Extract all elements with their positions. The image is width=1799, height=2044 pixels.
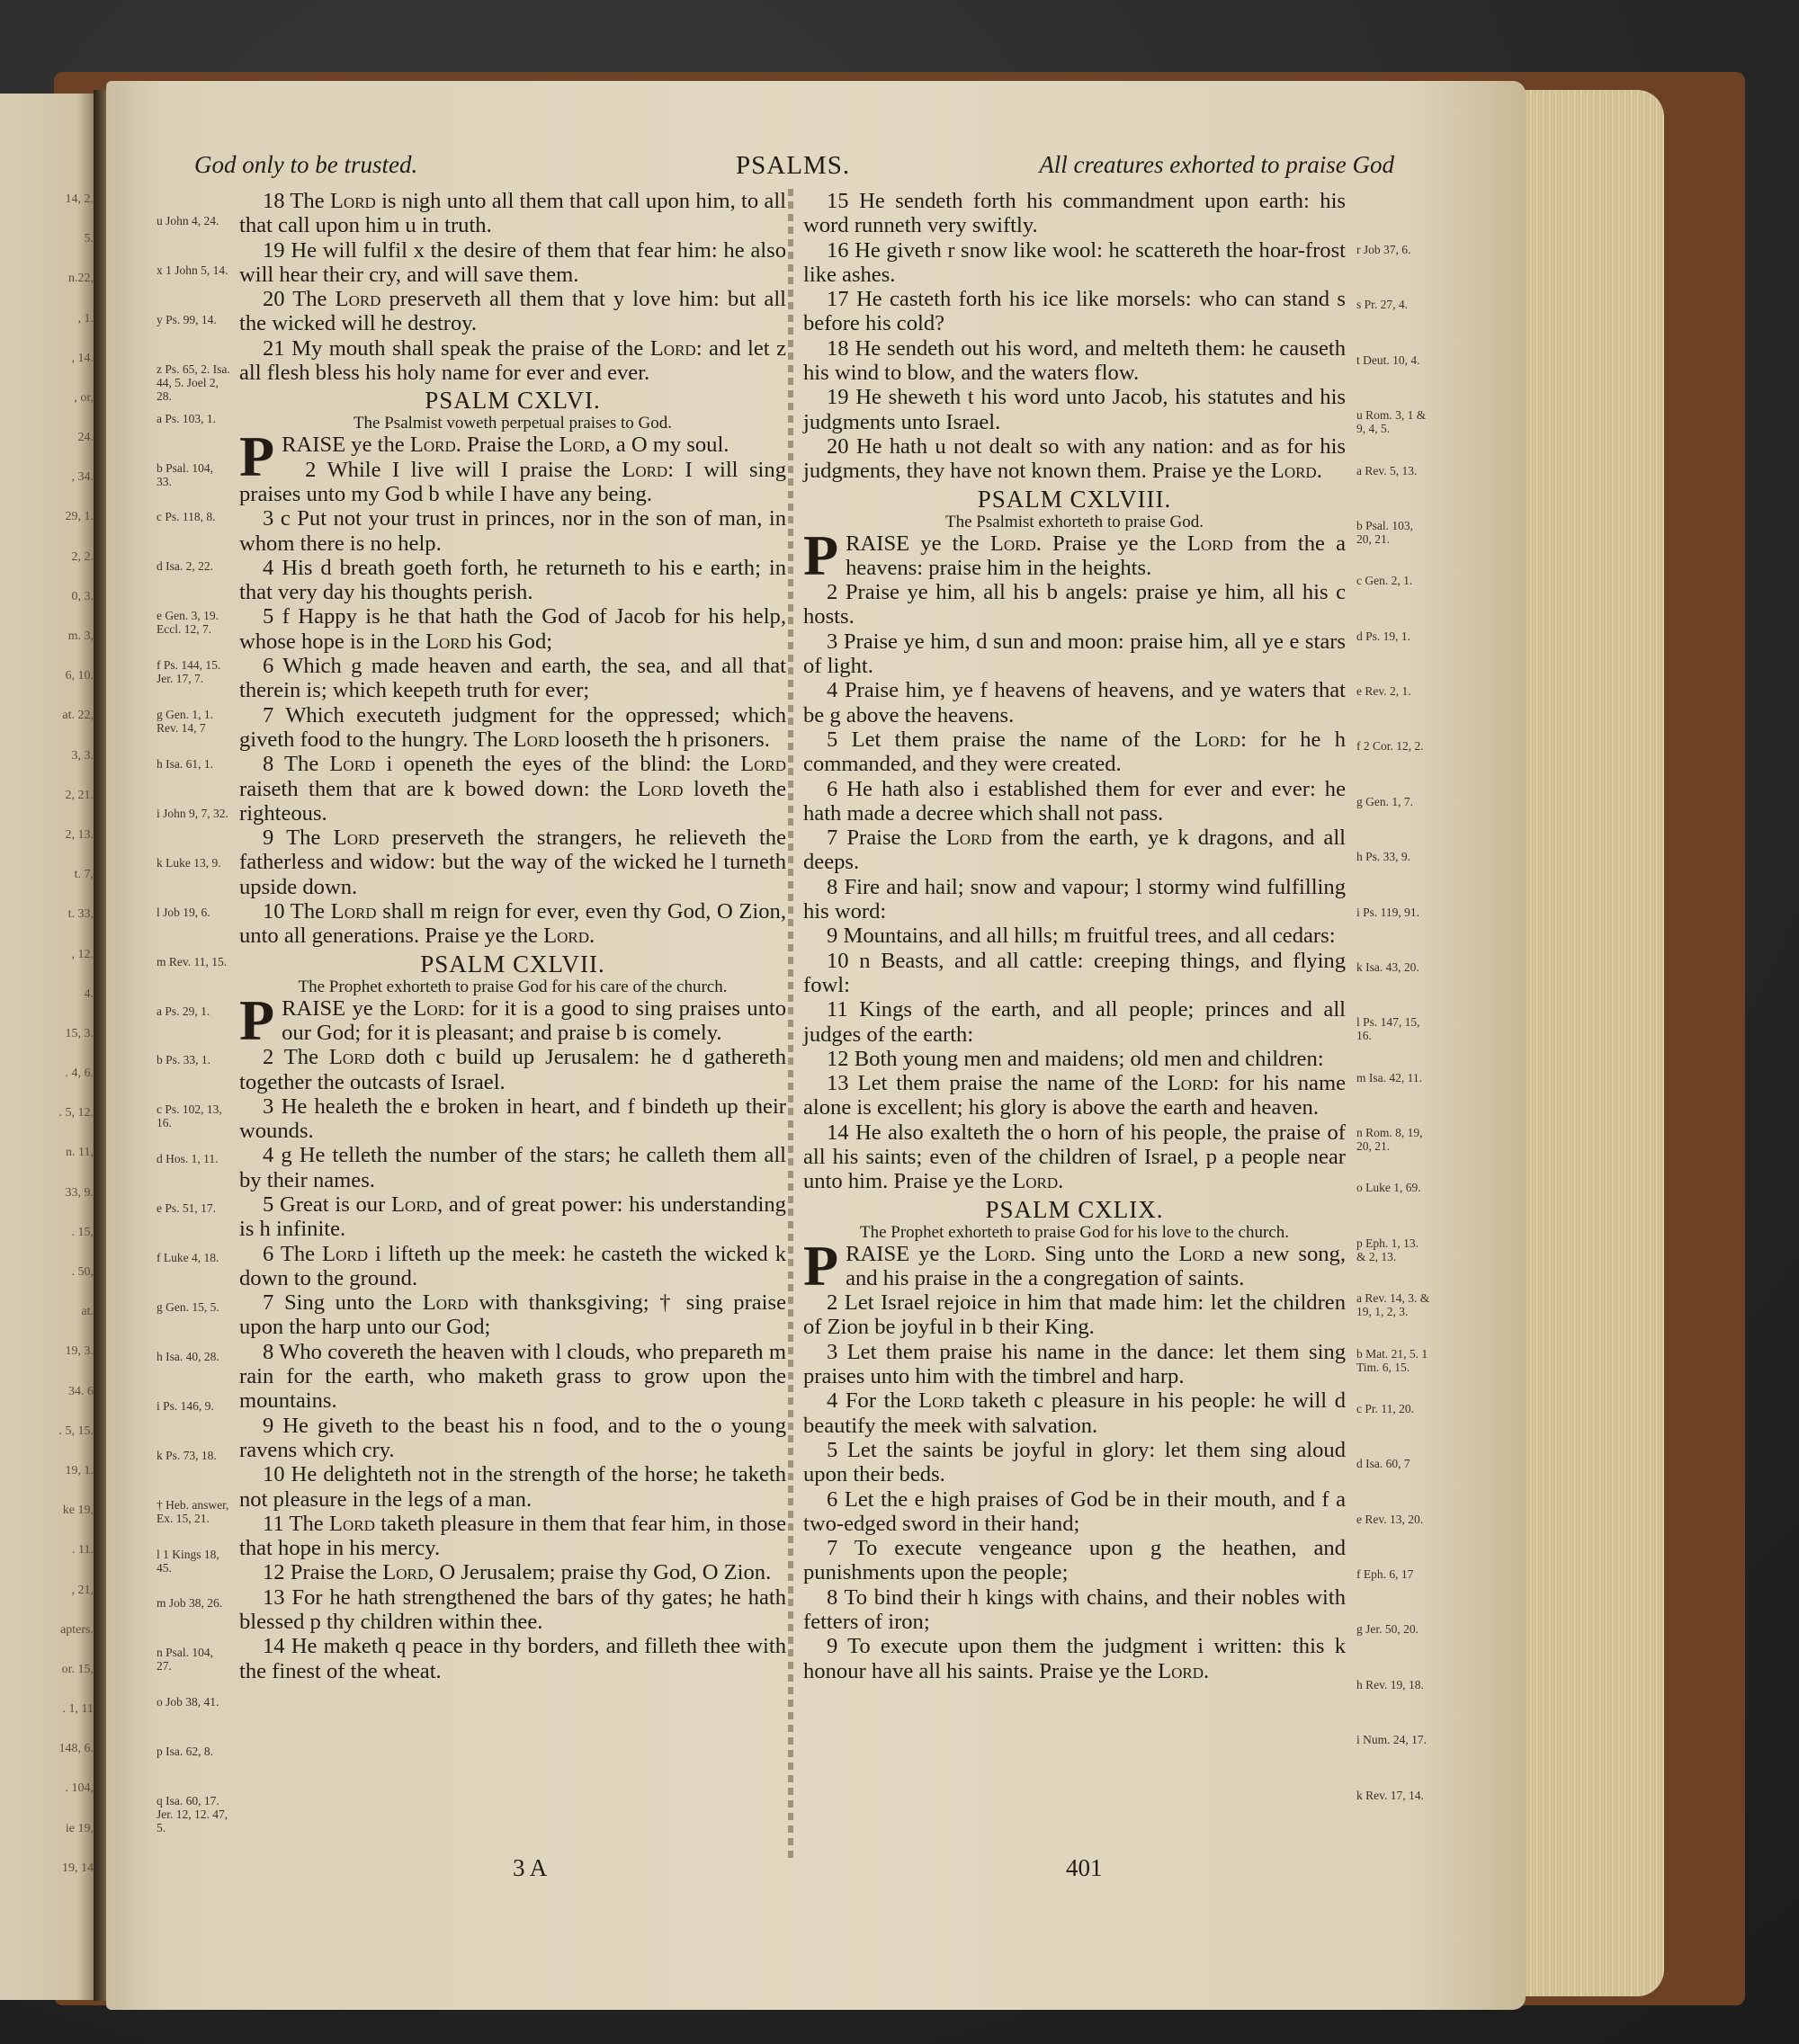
margin-reference: d Hos. 1, 11.: [157, 1152, 219, 1166]
left-page-fragment: , 1.: [77, 311, 94, 326]
margin-reference: a Ps. 29, 1.: [157, 1004, 210, 1018]
margin-reference: h Isa. 40, 28.: [157, 1349, 219, 1363]
left-page-fragment: . 50,: [71, 1265, 94, 1280]
margin-reference: i Num. 24, 17.: [1356, 1733, 1428, 1747]
left-page-fragment: , or,: [74, 390, 94, 405]
margin-reference: x 1 John 5, 14.: [157, 263, 228, 277]
left-page-fragment: 19, 1.: [65, 1463, 94, 1477]
margin-reference: h Isa. 61, 1.: [157, 757, 213, 771]
margin-reference: f 2 Cor. 12, 2.: [1356, 739, 1424, 754]
margin-reference: k Luke 13, 9.: [157, 855, 221, 870]
margin-reference: b Mat. 21, 5. 1 Tim. 6, 15.: [1356, 1346, 1428, 1374]
verse: 7 Which executeth judgment for the oppressed; which giveth food to the hungry. The Lord looseth the h prisoners.: [239, 702, 786, 752]
verse: 18 The Lord is nigh unto all them that call upon him, to all that call upon him u in truth.: [239, 189, 786, 238]
verse: 2 While I live will I praise the Lord: I will sing praises unto my God b while I have any being.: [239, 457, 786, 506]
left-page-fragment: at.: [81, 1305, 94, 1319]
left-page-fragment: 29, 1.: [65, 510, 94, 524]
left-page-fragment: 0, 3.: [71, 589, 94, 603]
margin-reference: b Psal. 104, 33.: [157, 460, 214, 488]
margin-reference: f Luke 4, 18.: [157, 1251, 219, 1265]
verse: 4 His d breath goeth forth, he returneth to his e earth; in that very day his thoughts perish.: [239, 555, 786, 605]
margin-reference: q Isa. 60, 17. Jer. 12, 12. 47, 5.: [157, 1794, 228, 1835]
verse: 9 The Lord preserveth the strangers, he relieveth the fatherless and widow: but the way of the wicked he l turneth upside down.: [239, 826, 787, 899]
left-page-fragment: n.22,: [68, 272, 94, 286]
psalm-argument: The Prophet exhorteth to praise God for his love to the church.: [860, 1222, 1289, 1242]
running-head-book: PSALMS.: [736, 151, 851, 180]
verse: 8 Fire and hail; snow and vapour; l stormy wind fulfilling his word:: [803, 874, 1346, 924]
drop-cap: P: [803, 522, 839, 587]
left-page-fragment: . 104,: [65, 1781, 94, 1796]
left-page-fragment: 2, 13.: [65, 827, 94, 842]
verse: 14 He maketh q peace in thy borders, and filleth thee with the finest of the wheat.: [239, 1634, 786, 1683]
margin-reference: c Pr. 11, 20.: [1356, 1401, 1414, 1415]
verse: 7 To execute vengeance upon g the heathen, and punishments upon the people;: [803, 1536, 1346, 1585]
margin-reference: o Job 38, 41.: [157, 1695, 219, 1709]
psalm-first-verse: [803, 1233, 1346, 1298]
left-page-fragment: . 5, 15.: [58, 1424, 94, 1438]
verse: 5 Great is our Lord, and of great power: his understanding is h infinite.: [239, 1192, 786, 1242]
verse: 8 The Lord i openeth the eyes of the blind: the Lord raiseth them that are k bowed down: the Lord loveth the righteous.: [239, 752, 786, 826]
margin-reference: g Gen. 1, 7.: [1356, 794, 1413, 808]
margin-reference: k Rev. 17, 14.: [1356, 1788, 1424, 1802]
psalm-title: PSALM CXLVI.: [425, 387, 601, 415]
psalm-title: PSALM CXLVII.: [420, 950, 605, 977]
drop-cap: P: [239, 987, 275, 1052]
margin-reference: y Ps. 99, 14.: [157, 312, 217, 326]
margin-reference: l 1 Kings 18, 45.: [157, 1547, 219, 1575]
verse: 19 He will fulfil x the desire of them that fear him: he also will hear their cry, and will save them.: [239, 237, 786, 287]
verse: 6 The Lord i lifteth up the meek: he casteth the wicked k down to the ground.: [239, 1241, 786, 1290]
margin-reference: h Rev. 19, 18.: [1356, 1677, 1424, 1691]
psalm-first-verse: [239, 987, 786, 1052]
margin-reference: f Eph. 6, 17: [1356, 1567, 1414, 1582]
verse: 3 Praise ye him, d sun and moon: praise him, all ye e stars of light.: [803, 629, 1346, 679]
margin-reference: d Ps. 19, 1.: [1356, 629, 1411, 643]
left-page-fragment: 4.: [84, 986, 94, 1001]
left-page-fragment: . 1, 11: [62, 1702, 94, 1717]
margin-reference: c Gen. 2, 1.: [1356, 574, 1413, 588]
margin-reference: e Ps. 51, 17.: [157, 1201, 217, 1216]
psalm-argument: The Psalmist exhorteth to praise God.: [944, 512, 1204, 531]
verse: 12 Both young men and maidens; old men and children:: [827, 1046, 1324, 1071]
verse: 9 Mountains, and all hills; m fruitful trees, and all cedars:: [827, 924, 1336, 949]
left-page-fragment: . 4, 6.: [65, 1067, 94, 1081]
running-head-left: God only to be trusted.: [194, 151, 418, 178]
first-verse-text: RAISE ye the Lord: for it is a good to sing praises unto our God; for it is pleasant; and praise b is comely.: [282, 995, 786, 1045]
left-page-fragment: 3, 3.: [71, 748, 94, 763]
left-page-fragment: , 34.: [71, 470, 94, 485]
margin-reference: p Eph. 1, 13. & 2, 13.: [1356, 1236, 1419, 1263]
left-page-fragment: m. 3,: [67, 629, 94, 644]
column-divider: [788, 189, 793, 1861]
left-page-fragment: . 15,: [71, 1225, 94, 1239]
left-page-fragment: 2, 2.: [71, 549, 94, 564]
left-page-fragment: ie 19,: [65, 1821, 94, 1835]
verse: 21 My mouth shall speak the praise of the Lord: and let z all flesh bless his holy name for ever and ever.: [239, 335, 786, 386]
psalm-argument: The Prophet exhorteth to praise God for his care of the church.: [298, 977, 728, 996]
psalm-title: PSALM CXLVIII.: [977, 485, 1172, 513]
margin-reference: z Ps. 65, 2. Isa. 44, 5. Joel 2, 28.: [157, 361, 230, 403]
margin-reference: d Isa. 60, 7: [1356, 1457, 1410, 1471]
left-page-fragment: 24.: [77, 431, 94, 445]
verse: 9 He giveth to the beast his n food, and to the o young ravens which cry.: [239, 1413, 786, 1462]
verse: 3 Let them praise his name in the dance: let them sing praises unto him with the timbrel and harp.: [803, 1339, 1346, 1389]
left-page-fragment: 14, 2.: [65, 192, 94, 206]
left-page-fragment: , 14.: [71, 351, 94, 365]
verse: 5 Let them praise the name of the Lord: for he h commanded, and they were created.: [803, 727, 1346, 777]
verse: 7 Praise the Lord from the earth, ye k dragons, and all deeps.: [803, 826, 1346, 875]
verse: 13 For he hath strengthened the bars of thy gates; he hath blessed p thy children within thee.: [239, 1584, 786, 1635]
margin-reference: t Deut. 10, 4.: [1356, 353, 1420, 367]
margin-reference: m Job 38, 26.: [157, 1596, 223, 1611]
margin-reference: u John 4, 24.: [157, 214, 219, 228]
verse: 4 For the Lord taketh c pleasure in his people: he will d beautify the meek with salvation.: [803, 1388, 1346, 1438]
margin-reference: s Pr. 27, 4.: [1356, 298, 1409, 312]
left-page-fragment: n. 11,: [66, 1146, 94, 1160]
margin-reference: a Rev. 5, 13.: [1356, 463, 1418, 478]
left-page-fragment: . 11.: [72, 1543, 94, 1558]
margin-reference: l Ps. 147, 15, 16.: [1356, 1015, 1420, 1043]
margin-reference: c Ps. 118, 8.: [157, 510, 216, 524]
margin-reference: l Job 19, 6.: [157, 905, 210, 919]
margin-reference: i Ps. 119, 91.: [1356, 905, 1420, 919]
left-page-fragment: 33, 9.: [65, 1185, 94, 1200]
left-page-fragment: . 5, 12.: [58, 1106, 94, 1120]
verse: 2 The Lord doth c build up Jerusalem: he d gathereth together the outcasts of Israel.: [239, 1045, 787, 1094]
margin-reference: k Isa. 43, 20.: [1356, 960, 1419, 974]
verse: 14 He also exalteth the o horn of his people, the praise of all his saints; even of the children of Israel, p a people near unto him. Praise ye the Lord.: [803, 1120, 1346, 1194]
verse: 4 g He telleth the number of the stars; he calleth them all by their names.: [239, 1143, 786, 1192]
page-number: 401: [1066, 1854, 1103, 1881]
margin-reference: f Ps. 144, 15. Jer. 17, 7.: [157, 658, 221, 686]
verse: 7 Sing unto the Lord with thanksgiving; † sing praise upon the harp unto our God;: [239, 1290, 786, 1340]
left-page-fragment: 19, 3.: [65, 1344, 94, 1359]
drop-cap: P: [239, 424, 275, 489]
margin-reference: k Ps. 73, 18.: [157, 1448, 217, 1462]
margin-reference: n Psal. 104, 27.: [157, 1646, 214, 1674]
verse: 10 He delighteth not in the strength of the horse; he taketh not pleasure in the legs of a man.: [239, 1462, 786, 1512]
margin-reference: r Job 37, 6.: [1356, 243, 1411, 256]
margin-reference: † Heb. answer, Ex. 15, 21.: [157, 1497, 229, 1525]
verse: 3 c Put not your trust in princes, nor in the son of man, in whom there is no help.: [239, 506, 786, 556]
verse: 18 He sendeth out his word, and melteth them: he causeth his wind to blow, and the waters flow.: [803, 335, 1346, 386]
margin-reference: e Rev. 13, 20.: [1356, 1512, 1424, 1526]
verse: 5 Let the saints be joyful in glory: let them sing aloud upon their beds.: [803, 1437, 1346, 1487]
left-page-fragment: 19, 14: [62, 1861, 94, 1875]
margin-reference: d Isa. 2, 22.: [157, 559, 213, 574]
margin-reference: c Ps. 102, 13, 16.: [157, 1102, 222, 1130]
margin-reference: a Ps. 103, 1.: [157, 411, 217, 425]
left-page-fragment: 15, 3.: [65, 1026, 94, 1040]
margin-reference: e Rev. 2, 1.: [1356, 684, 1411, 699]
verse: 13 Let them praise the name of the Lord: for his name alone is excellent; his glory is above the earth and heaven.: [803, 1071, 1346, 1120]
margin-reference: b Psal. 103, 20, 21.: [1356, 518, 1414, 546]
margin-reference: p Isa. 62, 8.: [157, 1745, 213, 1759]
psalm-title: PSALM CXLIX.: [985, 1195, 1164, 1223]
verse: 10 n Beasts, and all cattle: creeping things, and flying fowl:: [803, 948, 1346, 997]
verse: 8 Who covereth the heaven with l clouds, who prepareth m rain for the earth, who maketh grass to grow upon the mountains.: [239, 1339, 786, 1414]
margin-reference: e Gen. 3, 19. Eccl. 12, 7.: [157, 609, 219, 637]
left-page-fragment: 5.: [84, 232, 94, 246]
margin-reference: m Rev. 11, 15.: [157, 954, 228, 968]
margin-reference: h Ps. 33, 9.: [1356, 850, 1411, 864]
running-head-right: All creatures exhorted to praise God: [1039, 151, 1394, 178]
left-column: [239, 189, 786, 1683]
first-verse-text: RAISE ye the Lord. Sing unto the Lord a new song, and his praise in the a congregation of saints.: [846, 1241, 1346, 1290]
verse: 3 He healeth the e broken in heart, and f bindeth up their wounds.: [239, 1093, 786, 1144]
verse: 16 He giveth r snow like wool: he scattereth the hoar-frost like ashes.: [803, 237, 1346, 287]
first-verse-text: RAISE ye the Lord. Praise the Lord, a O my soul.: [282, 433, 729, 458]
verse: 19 He sheweth t his word unto Jacob, his statutes and his judgments unto Israel.: [803, 385, 1346, 434]
left-page-fragment: , 21,: [71, 1583, 94, 1597]
psalm-argument: The Psalmist voweth perpetual praises to God.: [353, 414, 673, 433]
verse: 9 To execute upon them the judgment i written: this k honour have all his saints. Praise ye the Lord.: [803, 1634, 1346, 1683]
left-page-fragment: 2, 21.: [65, 788, 94, 802]
left-page-fragment: ke 19,: [62, 1504, 94, 1518]
right-column: [803, 189, 1346, 1683]
left-page-fragment: at. 22,: [62, 709, 94, 723]
verse: 20 The Lord preserveth all them that y love him: but all the wicked will he destroy.: [239, 287, 786, 336]
margin-reference: m Isa. 42, 11.: [1356, 1070, 1422, 1084]
first-verse-text: RAISE ye the Lord. Praise ye the Lord from the a heavens: praise him in the heights.: [846, 531, 1346, 580]
drop-cap: P: [803, 1233, 839, 1298]
left-page-fragment: t. 7,: [74, 868, 94, 882]
verse: 6 He hath also i established them for ever and ever: he hath made a decree which shall not pass.: [803, 776, 1346, 826]
left-page-fragment: or. 15,: [61, 1662, 94, 1676]
signature-mark: 3 A: [513, 1854, 548, 1881]
margin-reference: n Rom. 8, 19, 20, 21.: [1356, 1126, 1423, 1154]
margin-reference: u Rom. 3, 1 & 9, 4, 5.: [1356, 408, 1427, 436]
verse: 5 f Happy is he that hath the God of Jacob for his help, whose hope is in the Lord his God;: [239, 604, 786, 654]
left-page-fragment: apters.: [60, 1622, 94, 1637]
psalm-first-verse: [803, 522, 1346, 587]
left-page-fragment: 6, 10.: [65, 669, 94, 683]
verse: 15 He sendeth forth his commandment upon earth: his word runneth very swiftly.: [803, 189, 1346, 238]
verse: 20 He hath u not dealt so with any nation: and as for his judgments, they have not known them. Praise ye the Lord.: [803, 433, 1346, 484]
verse: 10 The Lord shall m reign for ever, even thy God, O Zion, unto all generations. Praise ye the Lord.: [239, 899, 786, 949]
margin-reference: g Gen. 1, 1. Rev. 14, 7: [157, 708, 213, 736]
verse: 12 Praise the Lord, O Jerusalem; praise thy God, O Zion.: [263, 1560, 772, 1585]
left-page-edge: [0, 94, 97, 2000]
verse: 6 Which g made heaven and earth, the sea, and all that therein is; which keepeth truth for ever;: [239, 654, 786, 703]
verse: 2 Praise ye him, all his b angels: praise ye him, all his c hosts.: [803, 580, 1346, 629]
verse: 11 The Lord taketh pleasure in them that fear him, in those that hope in his mercy.: [239, 1511, 786, 1561]
left-page-fragment: 148, 6.: [58, 1742, 94, 1756]
margin-reference: i John 9, 7, 32.: [157, 806, 228, 820]
verse: 6 Let the e high praises of God be in their mouth, and f a two-edged sword in their hand;: [803, 1486, 1346, 1536]
page-edges: [1520, 90, 1664, 1996]
margin-reference: i Ps. 146, 9.: [157, 1398, 214, 1413]
margin-reference: g Gen. 15, 5.: [157, 1300, 219, 1314]
verse: 17 He casteth forth his ice like morsels: who can stand s before his cold?: [803, 287, 1346, 336]
margin-reference: o Luke 1, 69.: [1356, 1181, 1421, 1195]
margin-reference: b Ps. 33, 1.: [157, 1053, 211, 1067]
left-page-fragment: 34. 6: [68, 1384, 94, 1398]
margin-reference: g Jer. 50, 20.: [1356, 1622, 1419, 1637]
verse: 4 Praise him, ye f heavens of heavens, and ye waters that be g above the heavens.: [803, 678, 1346, 727]
verse: 11 Kings of the earth, and all people; princes and all judges of the earth:: [803, 997, 1346, 1047]
verse: 8 To bind their h kings with chains, and their nobles with fetters of iron;: [803, 1584, 1346, 1635]
verse: 2 Let Israel rejoice in him that made him: let the children of Zion be joyful in b their King.: [803, 1290, 1346, 1340]
left-page-fragment: t. 33,: [67, 907, 94, 922]
left-page-fragment: , 12.: [71, 947, 94, 961]
margin-reference: a Rev. 14, 3. & 19, 1, 2, 3.: [1356, 1291, 1430, 1319]
